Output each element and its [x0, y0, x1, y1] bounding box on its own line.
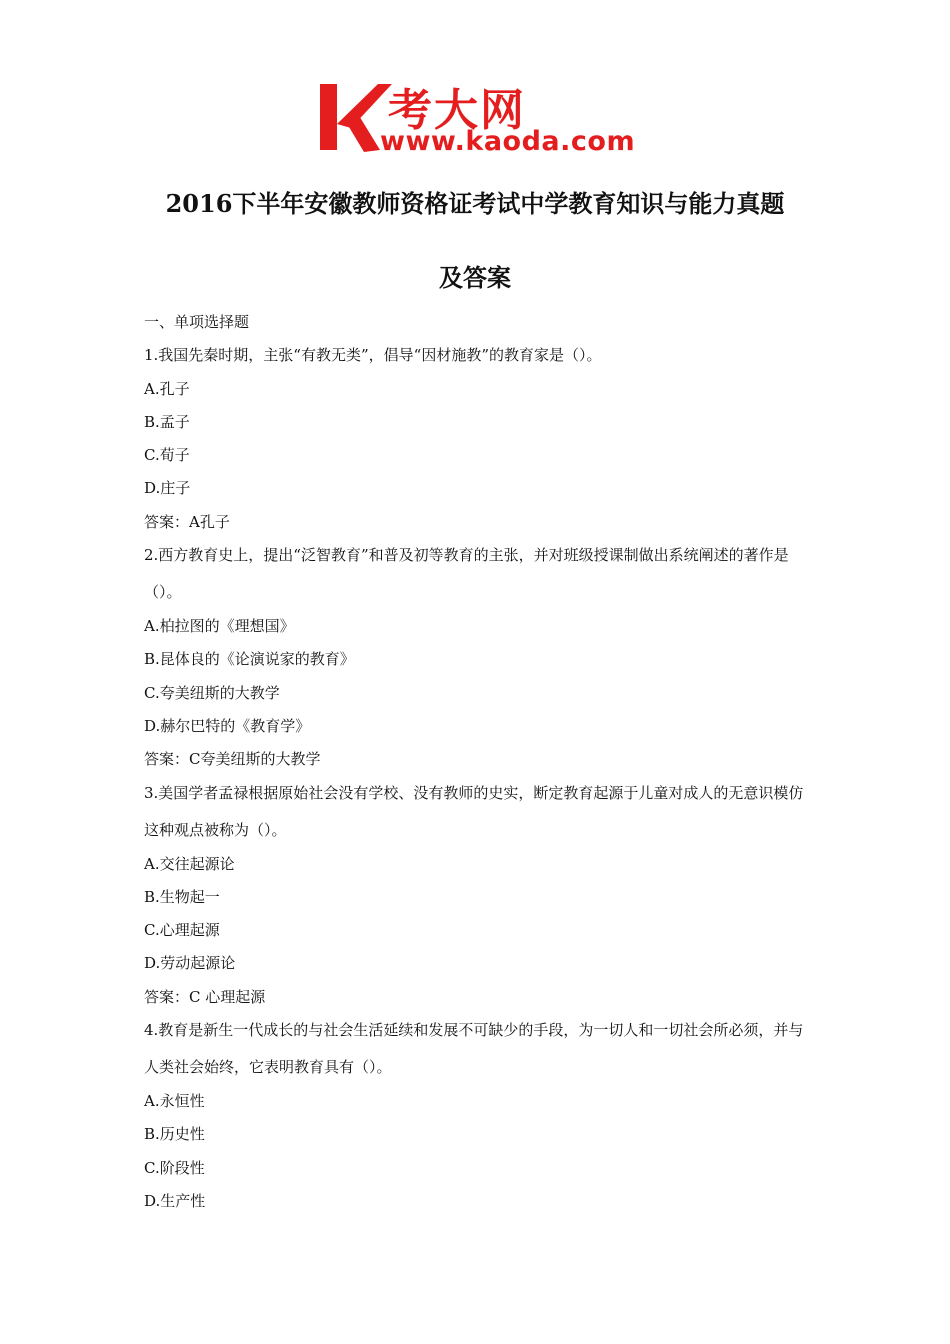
answer-option: C.荀子: [144, 446, 190, 465]
answer-option: A.孔子: [144, 379, 190, 398]
answer-option: A.交往起源论: [144, 854, 235, 873]
answer-option: D.生产性: [144, 1191, 206, 1210]
answer-key: 答案：C夸美纽斯的大教学: [144, 750, 321, 769]
answer-option: C.阶段性: [144, 1158, 205, 1177]
question-stem: 1.我国先秦时期，主张“有教无类”，倡导“因材施教”的教育家是（）。: [144, 346, 602, 365]
logo-url-text: www.kaoda.com: [380, 126, 636, 157]
kaoda-logo: [318, 78, 638, 160]
question-stem: 4.教育是新生一代成长的与社会生活延续和发展不可缺少的手段，为一切人和一切社会所必须，并与人类社会始终，它表明教育具有（）。: [144, 1021, 804, 1077]
answer-option: B.生物起一: [144, 887, 220, 906]
answer-option: C.心理起源: [144, 921, 220, 940]
answer-option: D.劳动起源论: [144, 954, 236, 973]
answer-option: D.庄子: [144, 479, 191, 498]
question-stem: 3.美国学者孟禄根据原始社会没有学校、没有教师的史实，断定教育起源于儿童对成人的无意识模仿这种观点被称为（）。: [144, 783, 804, 839]
document-title-line2: 及答案: [439, 263, 511, 292]
answer-key: 答案：C 心理起源: [144, 987, 266, 1006]
document-body: [144, 312, 814, 1224]
answer-option: B.历史性: [144, 1125, 205, 1144]
answer-option: B.昆体良的《论演说家的教育》: [144, 650, 355, 669]
logo-brand-text: 考大网: [388, 85, 526, 136]
answer-key: 答案：A孔子: [144, 512, 230, 531]
question-stem: 2.西方教育史上，提出“泛智教育”和普及初等教育的主张，并对班级授课制做出系统阐述的著作是（）。: [144, 546, 789, 602]
document-title-line1: 2016下半年安徽教师资格证考试中学教育知识与能力真题: [165, 189, 785, 218]
answer-option: D.赫尔巴特的《教育学》: [144, 716, 311, 735]
answer-option: A.柏拉图的《理想国》: [144, 617, 295, 636]
answer-option: B.孟子: [144, 412, 190, 431]
section-heading: 一、单项选择题: [144, 313, 250, 331]
answer-option: C.夸美纽斯的大教学: [144, 683, 280, 702]
answer-option: A.永恒性: [144, 1092, 205, 1111]
